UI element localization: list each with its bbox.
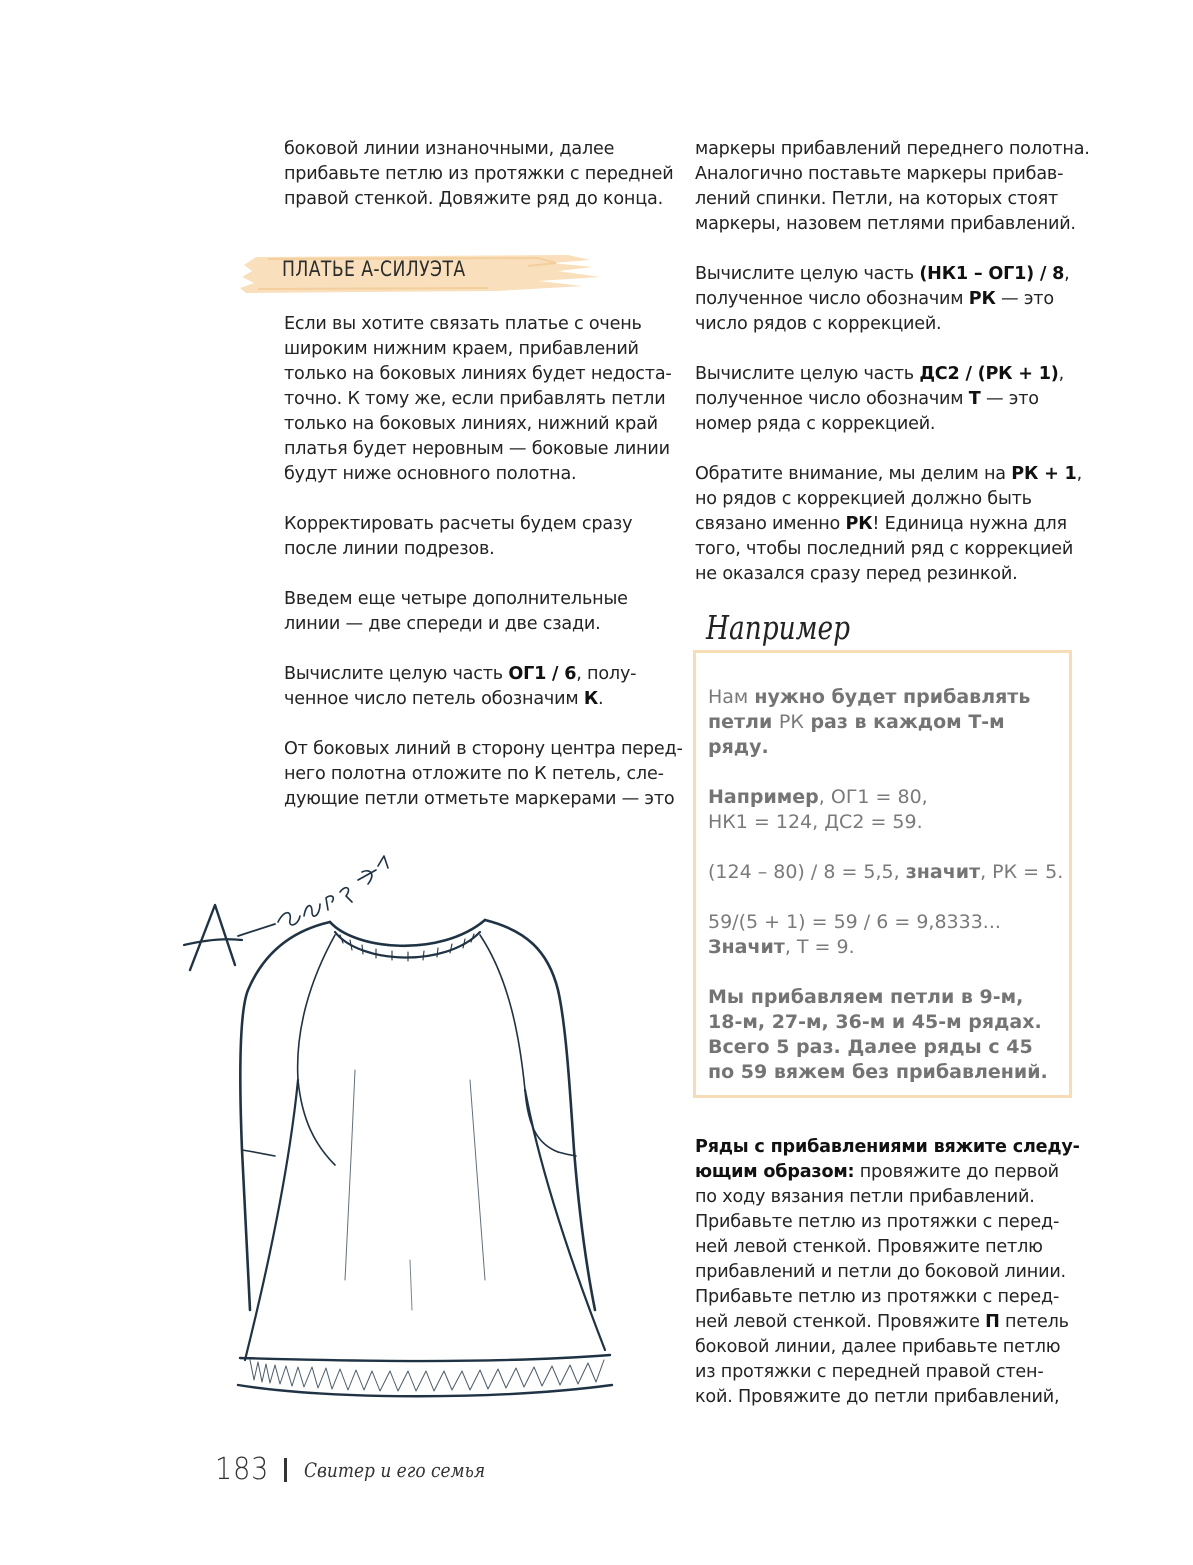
left-column-body — [284, 312, 683, 812]
page-footer — [215, 1452, 518, 1492]
section-heading — [238, 251, 603, 297]
paragraph-increase-rows: Ряды с прибавлениями вяжите следу- ющим образом: провяжите до первой по ходу вязания петли прибавлений. Прибавьте петлю из протяжки с перед- ней левой стенкой. Провяжите петлю прибавлений и петли до боковой линии. Прибавьте петлю из протяжки с перед- ней левой стенкой. Провяжите П петель боковой линии, далее прибавьте петлю из протяжки с передней правой стен- кой. Провяжите до петли прибавлений, — [695, 1137, 1080, 1407]
paragraph-compute-t: Вычислите целую часть ДС2 / (РК + 1), полученное число обозначим Т — это номер ряда с коррекцией. — [695, 364, 1065, 434]
footer-divider — [284, 1458, 287, 1482]
right-column — [695, 137, 1090, 587]
paragraph-markers-cont: маркеры прибавлений переднего полотна. Аналогично поставьте маркеры прибав- лений спинки. Петли, на которых стоят маркеры, назовем петлями прибавлений. — [695, 139, 1090, 234]
right-column-bottom — [695, 1135, 1085, 1410]
paragraph-note: Обратите внимание, мы делим на РК + 1, но рядов с коррекцией должно быть связано именно РК! Единица нужна для того, чтобы последний ряд с коррекцией не оказался сразу перед резинкой. — [695, 464, 1082, 584]
paragraph-compute-k: Вычислите целую часть ОГ1 / 6, полу- ченное число петель обозначим К. — [284, 664, 637, 709]
paragraph-correction: Корректировать расчеты будем сразу после линии подрезов. — [284, 514, 633, 559]
example-text: Нам нужно будет прибавлять петли РК раз в каждом Т-м ряду. Например, ОГ1 = 80, НК1 = 124, ДС2 = 59. (124 – 80) / 8 = 5,5, значит, РК = 5. 59/(5 + 1) = 59 / 6 = 9,8333... Значит, Т = 9. Мы прибавляем петли в 9-м, 18-м, 27-м, 36-м и 45-м рядах. Всего 5 раз. Далее ряды с 45 по 59 вяжем без прибавлений. — [708, 686, 1064, 1083]
paragraph-intro: Если вы хотите связать платье с очень широким нижним краем, прибавлений только на боковых линиях будет недоста- точно. К тому же, если прибавлять петли только на боковых линиях, нижний край платья будет неровным — боковые линии будут ниже основного полотна. — [284, 314, 672, 484]
book-title: Свитер и его семья — [304, 1457, 486, 1482]
page-number: 183 — [215, 1452, 270, 1487]
example-title: Например — [706, 608, 851, 647]
left-column — [284, 137, 674, 212]
section-heading-text: ПЛАТЬЕ А-СИЛУЭТА — [282, 257, 466, 281]
paragraph-compute-rk: Вычислите целую часть (НК1 – ОГ1) / 8, полученное число обозначим РК — это число рядов с коррекцией. — [695, 264, 1070, 334]
paragraph-extra-lines: Введем еще четыре дополнительные линии — две спереди и две сзади. — [284, 589, 628, 634]
example-box — [693, 650, 1072, 1098]
dress-sketch-illustration — [180, 840, 630, 1420]
paragraph-continuation: боковой линии изнаночными, далее прибавьте петлю из протяжки с передней правой стенкой. Довяжите ряд до конца. — [284, 139, 674, 209]
paragraph-markers: От боковых линий в сторону центра перед- него полотна отложите по К петель, сле- дующие петли отметьте маркерами — это — [284, 739, 683, 809]
